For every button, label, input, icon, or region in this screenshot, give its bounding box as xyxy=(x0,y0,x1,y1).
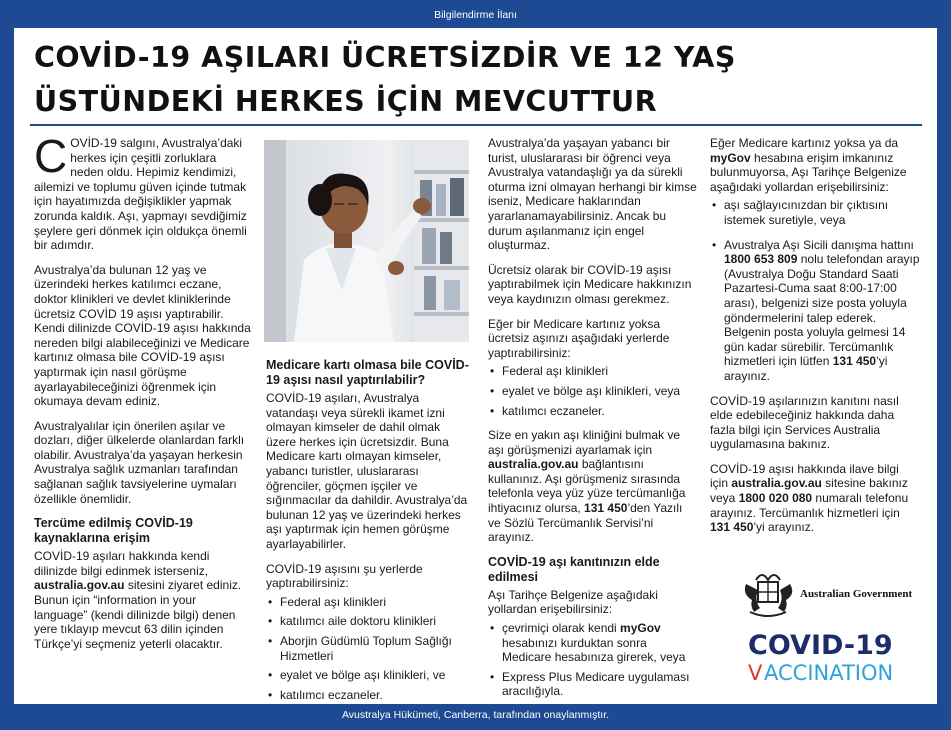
translated-resources-paragraph: COVİD-19 aşıları hakkında kendi dilinizde bilgi edinmek isterseniz, australia.gov.au sitesini ziyaret ediniz. Bunun için “information in your language” (kendi dilinizde bilgi) denen yere tıklayıp mevcut 63 dilin içinden Türkçe’yi seçmeniz yeterli olacaktır. xyxy=(34,549,242,651)
list-item: • Express Plus Medicare uygulaması aracılığıyla. xyxy=(488,670,698,699)
register-phone: 1800 653 809 xyxy=(724,252,798,267)
list-item: • katılımcı eczaneler. xyxy=(488,404,698,419)
pharmacist-illustration xyxy=(264,140,469,342)
services-australia-paragraph: COVİD-19 aşılarınızın kanıtını nasıl elde edebileceğiniz hakkında daha fazla bilgi için Services Australia uygulamasına bakınız. xyxy=(710,393,899,452)
column-1 xyxy=(34,130,252,661)
advice-paragraph: Avustralyalılar için önerilen aşılar ve dozları, diğer ülkelerde olanlardan farklı olabilir. Avustralya’da yaşayan herkesin Avustralya sağlık uzmanları tarafından sağlanan sağlık tavsiyelerine uymaları özellikle önemlidir. xyxy=(34,418,245,506)
more-info-paragraph: COVİD-19 aşısı hakkında ilave bilgi için australia.gov.au sitesine bakınız veya 1800 020 080 numaralı telefonu arayınız. Tercümanlık hizmetleri için 131 450’yi arayınız. xyxy=(710,461,909,535)
no-mygov-paragraph: Eğer Medicare kartınız yoksa ya da myGov hesabına erişim imkanınız bulunmuyorsa, Aşı Tarihçe Belgenize aşağıdaki yollardan erişebilirsiniz: xyxy=(710,136,907,194)
translated-resources-heading: Tercüme edilmiş COVİD-19 kaynaklarına erişim xyxy=(34,516,193,546)
headline-line-2: ÜSTÜNDEKİ HERKES İÇİN MEVCUTTUR xyxy=(34,85,658,118)
coat-of-arms-icon xyxy=(745,575,792,616)
australia-gov-link[interactable]: australia.gov.au xyxy=(34,578,125,593)
list-item: • katılımcı aile doktoru klinikleri xyxy=(266,614,472,629)
column-2 xyxy=(266,358,472,712)
advertisement-sheet xyxy=(14,28,937,704)
australian-government-text: Australian Government xyxy=(800,588,913,600)
info-phone: 1800 020 080 xyxy=(738,491,813,506)
list-item: • katılımcı eczaneler. xyxy=(266,688,472,703)
australian-government-logo xyxy=(734,570,924,690)
proof-heading: COVİD-19 aşı kanıtınızın elde edilmesi xyxy=(488,554,660,584)
proof-methods-list xyxy=(488,621,698,699)
list-item: • eyalet ve bölge aşı klinikleri, veya xyxy=(488,384,698,399)
interpreter-phone: 131 450 xyxy=(584,501,628,516)
no-medicare-heading: Medicare kartı olmasa bile COVİD-19 aşısı nasıl yaptırılabilir? xyxy=(266,358,469,387)
where-to-vaccinate-intro: COVİD-19 aşısını şu yerlerde yaptırabilirsiniz: xyxy=(266,561,423,591)
no-card-intro: Eğer bir Medicare kartınız yoksa ücretsiz aşınızı aşağıdaki yerlerde yaptırabilirsiniz: xyxy=(488,316,670,360)
pharmacist-photo xyxy=(264,140,469,342)
vaccination-logo-v: V xyxy=(748,661,763,685)
headline xyxy=(34,36,914,124)
headline-divider xyxy=(30,124,922,126)
australia-gov-link[interactable]: australia.gov.au xyxy=(488,457,579,472)
vaccination-logo-text: ACCINATION xyxy=(764,661,894,685)
find-clinic-paragraph: Size en yakın aşı kliniğini bulmak ve aşı görüşmenizi ayarlamak için australia.gov.au bağlantısını kullanınız. Aşı görüşmeniz sırasında telefonla veya yüz yüze tercümanlığa ihtiyacınız olursa, 131 450’den Yazılı ve Sözlü Tercümanlık Servisi’ni arayınız. xyxy=(488,428,686,545)
list-item: • eyalet ve bölge aşı klinikleri, ve xyxy=(266,668,472,683)
list-item: • Aborjin Güdümlü Toplum Sağlığı Hizmetleri xyxy=(266,634,472,663)
eligibility-paragraph: Avustralya’da bulunan 12 yaş ve üzerindeki herkes katılımcı eczane, doktor klinikleri ve devlet kliniklerinde ücretsiz COVİD 19 aşısı yaptırabilir. Kendi dilinizde COVİD-19 aşısı hakkında nereden bilgi alabileceğinizi ve Medicare kartınız olmasa bile COVİD-19 aşısı yaptırmak için nasıl görüşme ayarlayabileceğinizi öğrenmek için okumaya devam ediniz. xyxy=(34,262,251,409)
australia-gov-link[interactable]: australia.gov.au xyxy=(731,476,822,491)
drop-cap: C xyxy=(34,130,68,182)
footer-banner: Avustralya Hükümeti, Canberra, tarafından onaylanmıştır. xyxy=(341,709,610,721)
covid-19-logo-text: COVID-19 xyxy=(748,630,893,661)
column-3 xyxy=(488,136,698,709)
top-banner: Bilgilendirme İlanı xyxy=(434,9,517,21)
column-4 xyxy=(710,136,920,545)
list-item: • aşı sağlayıcınızdan bir çıktısını istemek suretiyle, veya xyxy=(710,198,920,227)
proof-intro: Aşı Tarihçe Belgenize aşağıdaki yollardan erişebilirsiniz: xyxy=(488,587,658,617)
free-vaccine-paragraph: Ücretsiz olarak bir COVİD-19 aşısı yaptırabilmek için Medicare hakkınızın veya kaydınızın olması gerekmez. xyxy=(488,262,692,306)
list-item: • çevrimiçi olarak kendi myGov hesabınızı kurduktan sonra Medicare hesabınıza girerek, veya xyxy=(488,621,698,665)
list-item: • Federal aşı klinikleri xyxy=(488,364,698,379)
no-mygov-list xyxy=(710,198,920,383)
no-card-places-list xyxy=(488,364,698,418)
headline-line-1: COVİD-19 AŞILARI ÜCRETSİZDİR VE 12 YAŞ xyxy=(34,41,736,74)
list-item: • Federal aşı klinikleri xyxy=(266,595,472,610)
no-medicare-paragraph: COVİD-19 aşıları, Avustralya vatandaşı veya sürekli ikamet izni olmayan kimseler de dahil olmak üzere herkes için ücretsizdir. Buna Medicare kartı olmayan kimseler, yabancı turistler, uluslararası öğrenciler, göçmen işçiler ve sığınmacılar da dahildir. Avustralya’da bulunan 12 yaş ve üzerindeki herkes aşı yaptırmak için hemen görüşme ayarlayabilirler. xyxy=(266,391,468,551)
vaccination-places-list xyxy=(266,595,472,703)
foreigners-paragraph: Avustralya’da yaşayan yabancı bir turist, uluslararası bir öğrenci veya Avustralya vatandaşlığı ya da sürekli oturma izni olmayan herhangi bir kimse iseniz, Medicare haklarından yararlanamayabilirsiniz. Ancak bu durum aşılanmanız için engel oluşturmaz. xyxy=(488,136,697,253)
logo-area xyxy=(734,570,924,690)
list-item: • Avustralya Aşı Sicili danışma hattını 1800 653 809 nolu telefondan arayıp (Avustralya Doğu Standard Saati Pazartesi-Cuma saat 8:00-17:00 arası), belgenizi size posta yoluyla göndermelerini talep ederek. Belgenin posta yoluyla gelmesi 14 gün kadar sürebilir. Tercümanlık hizmetleri için lütfen 131 450’yi arayınız. xyxy=(710,238,920,384)
intro-paragraph: COVİD-19 salgını, Avustralya’daki herkes için çeşitli zorluklara neden oldu. Hepimiz kendimizi, ailemizi ve toplumu güven içinde tutmak için hayatımızda değişiklikler yapmak zorunda kaldık. Aşı, yapmayı sevdiğimiz şeylere geri dönmek için oldukça önemli bir adımdır. xyxy=(34,130,247,253)
